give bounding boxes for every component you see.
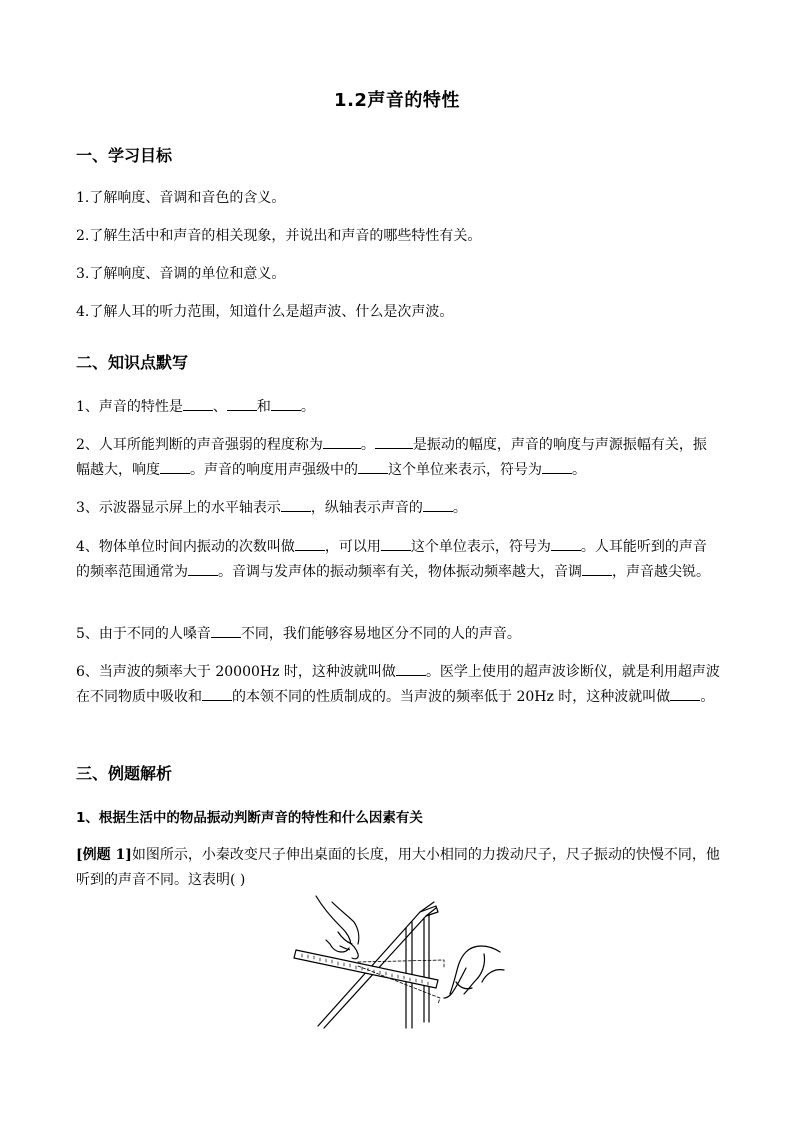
question-text: 不同，我们能够容易地区分不同的人的声音。 [240,626,521,642]
fill-blank[interactable] [160,459,190,474]
objective-item: 1.了解响度、音调和音色的含义。 [76,190,286,206]
fill-blank[interactable] [227,396,257,411]
question-3 [76,496,720,521]
fill-blank[interactable] [551,536,581,551]
ruler-experiment-illustration [288,894,506,1034]
question-text: ，可以用 [324,539,381,555]
section-heading-objectives: 一、学习目标 [76,146,173,165]
fill-blank[interactable] [323,434,361,449]
question-6 [76,660,720,710]
question-text: 的本领不同的性质制成的。当声波的频率低于 20Hz 时，这种波就叫做 [232,689,671,705]
fill-blank[interactable] [281,497,311,512]
question-text: 。音调与发声体的振动频率有关，物体振动频率越大，音调 [218,564,582,580]
fill-blank[interactable] [271,396,301,411]
objective-item: 3.了解响度、音调的单位和意义。 [76,266,286,282]
question-text: 4、物体单位时间内振动的次数叫做 [76,539,295,555]
question-text: 3、示波器显示屏上的水平轴表示 [76,500,281,516]
fill-blank[interactable] [358,459,388,474]
question-text: 1、声音的特性是 [76,399,183,415]
question-4 [76,535,720,585]
fill-blank[interactable] [188,561,218,576]
question-text: 5、由于不同的人嗓音 [76,626,211,642]
question-text: 6、当声波的频率大于 20000Hz 时，这种波就叫做 [76,664,396,680]
question-text: 。 [300,399,315,415]
question-text: 2、人耳所能判断的声音强弱的程度称为 [76,437,323,453]
question-text: 和 [256,399,271,415]
objective-item: 4.了解人耳的听力范围，知道什么是超声波、什么是次声波。 [76,304,454,320]
question-5 [76,622,720,647]
example-text: 如图所示，小秦改变尺子伸出桌面的长度，用大小相同的力拨动尺子，尺子振动的快慢不同，他听到的声音不同。这表明( ) [76,847,720,888]
example-tag: [例题 1] [76,847,132,863]
question-text: 是振动的幅度，声音的响度与声源振幅有关，振幅越大，响度 [76,437,707,478]
question-text: 、 [212,399,227,415]
question-text: ，纵轴表示声音的 [310,500,423,516]
fill-blank[interactable] [670,686,700,701]
question-text: ，声音越尖锐。 [612,564,710,580]
fill-blank[interactable] [375,434,413,449]
question-text: 。 [572,462,586,478]
question-text: 。人耳能听到的声音的频率范围通常为 [76,539,707,580]
question-text: 。 [452,500,467,516]
question-text: 。医学上使用的超声波诊断仪，就是利用超声波在不同物质中吸收和 [76,664,720,705]
fill-blank[interactable] [202,686,232,701]
question-1 [76,395,720,420]
question-text: 这个单位来表示，符号为 [388,462,542,478]
fill-blank[interactable] [183,396,213,411]
page-title: 1.2声音的特性 [334,90,460,111]
fill-blank[interactable] [542,459,572,474]
question-text: 。 [360,437,375,453]
fill-blank[interactable] [211,623,241,638]
section-heading-knowledge: 二、知识点默写 [76,353,189,372]
section-heading-examples: 三、例题解析 [76,764,173,783]
question-2 [76,433,720,483]
fill-blank[interactable] [396,661,426,676]
objective-item: 2.了解生活中和声音的相关现象，并说出和声音的哪些特性有关。 [76,228,482,244]
fill-blank[interactable] [582,561,612,576]
question-text: 。声音的响度用声强级中的 [190,462,358,478]
fill-blank[interactable] [381,536,411,551]
example-1 [76,843,720,893]
question-text: 这个单位表示，符号为 [410,539,551,555]
example-subheading: 1、根据生活中的物品振动判断声音的特性和什么因素有关 [76,810,423,826]
question-text: 。 [700,689,715,705]
fill-blank[interactable] [423,497,453,512]
fill-blank[interactable] [295,536,325,551]
